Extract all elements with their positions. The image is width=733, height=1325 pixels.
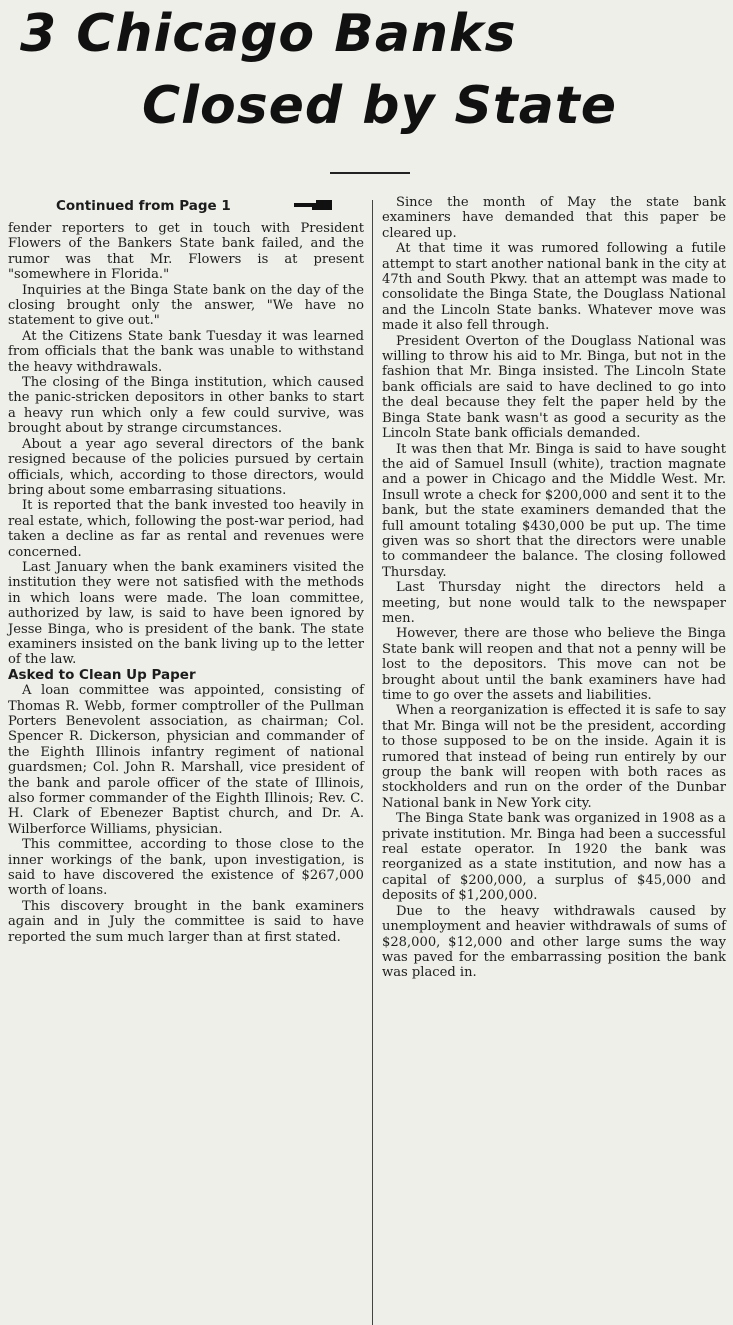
headline-line-2: Closed by State	[142, 76, 618, 136]
paragraph: fender reporters to get in touch with President Flowers of the Bankers State bank failed, and the rumor was that Mr. Flowers is at present "somewhere in Florida."	[8, 221, 364, 283]
headline-rule	[330, 172, 410, 174]
paragraph: This committee, according to those close to the inner workings of the bank, upon investigation, is said to have discovered the existence of $267,000 worth of loans.	[8, 837, 364, 899]
paragraph: About a year ago several directors of the bank resigned because of the policies pursued by certain officials, which, according to those directors, would bring about some embarrasing situations.	[8, 436, 364, 498]
paragraph: It is reported that the bank invested too heavily in real estate, which, following the post-war period, had taken a decline as far as rental and revenues were concerned.	[8, 498, 364, 560]
paragraph: It was then that Mr. Binga is said to have sought the aid of Samuel Insull (white), traction magnate and a power in Chicago and the Middle West. Mr. Insull wrote a check for $200,000 and sent it to the bank, but the state examiners demanded that the full amount totaling $430,000 be put up. The time given was so short that the directors were unable to commandeer the balance. The closing followed Thursday.	[382, 441, 726, 580]
paragraph: Since the month of May the state bank examiners have demanded that this paper be cleared up.	[382, 195, 726, 241]
paragraph: Inquiries at the Binga State bank on the day of the closing brought only the answer, "We have no statement to give out."	[8, 282, 364, 329]
paragraph: Due to the heavy withdrawals caused by unemployment and heavier withdrawals of sums of $28,000, $12,000 and other large sums the way was paved for the embarrassing position the bank was placed in.	[382, 903, 726, 981]
column-divider	[372, 200, 373, 1325]
pointing-hand-icon	[294, 199, 334, 211]
paragraph: This discovery brought in the bank examiners again and in July the committee is said to have reported the sum much larger than at first stated.	[8, 898, 364, 945]
paragraph: President Overton of the Douglass National was willing to throw his aid to Mr. Binga, but not in the fashion that Mr. Binga insisted. The Lincoln State bank officials are said to have declined to go into the deal because they felt the paper held by the Binga State bank wasn't as good a security as the Lincoln State bank officials demanded.	[382, 333, 726, 442]
subheading: Asked to Clean Up Paper	[8, 666, 196, 683]
paragraph: However, there are those who believe the Binga State bank will reopen and that not a penny will be lost to the depositors. This move can not be brought about until the bank examiners have had time to go over the assets and liabilities.	[382, 626, 726, 703]
continued-line	[8, 195, 364, 221]
right-column	[382, 195, 726, 981]
paragraph: At that time it was rumored following a futile attempt to start another national bank in the city at 47th and South Pkwy. that an attempt was made to consolidate the Binga State, the Douglass National and the Lincoln State banks. Whatever move was made it also fell through.	[382, 241, 726, 334]
paragraph: Last Thursday night the directors held a meeting, but none would talk to the newspaper men.	[382, 580, 726, 626]
paragraph: The closing of the Binga institution, which caused the panic-stricken depositors in other banks to start a heavy run which only a few could survive, was brought about by strange circumstances.	[8, 375, 364, 437]
paragraph: The Binga State bank was organized in 1908 as a private institution. Mr. Binga had been a successful real estate operator. In 1920 the bank was reorganized as a state institution, and now has a capital of $200,000, a surplus of $45,000 and deposits of $1,200,000.	[382, 811, 726, 904]
paragraph: A loan committee was appointed, consisting of Thomas R. Webb, former comptroller of the Pullman Porters Benevolent association, as chairman; Col. Spencer R. Dickerson, physician and commander of the Eighth Illinois infantry regiment of national guardsmen; Col. John R. Marshall, vice president of the bank and parole officer of the state of Illinois, also former commander of the Eighth Illinois; Rev. C. H. Clark of Ebenezer Baptist church, and Dr. A. Wilberforce Williams, physician.	[8, 683, 364, 837]
headline	[0, 0, 733, 160]
paragraph: At the Citizens State bank Tuesday it was learned from officials that the bank was unable to withstand the heavy withdrawals.	[8, 328, 364, 375]
left-column	[8, 195, 364, 945]
headline-line-1: 3 Chicago Banks	[20, 4, 517, 64]
paragraph: Last January when the bank examiners visited the institution they were not satisfied with the methods in which loans were made. The loan committee, authorized by law, is said to have been ignored by Jesse Binga, who is president of the bank. The state examiners insisted on the bank living up to the letter of the law.	[8, 559, 364, 668]
continued-label: Continued from Page 1	[56, 198, 231, 214]
paragraph: When a reorganization is effected it is safe to say that Mr. Binga will not be the president, according to those supposed to be on the inside. Again it is rumored that instead of being run entirely by our group the bank will reopen with both races as stockholders and run on the order of the Dunbar National bank in New York city.	[382, 703, 726, 811]
